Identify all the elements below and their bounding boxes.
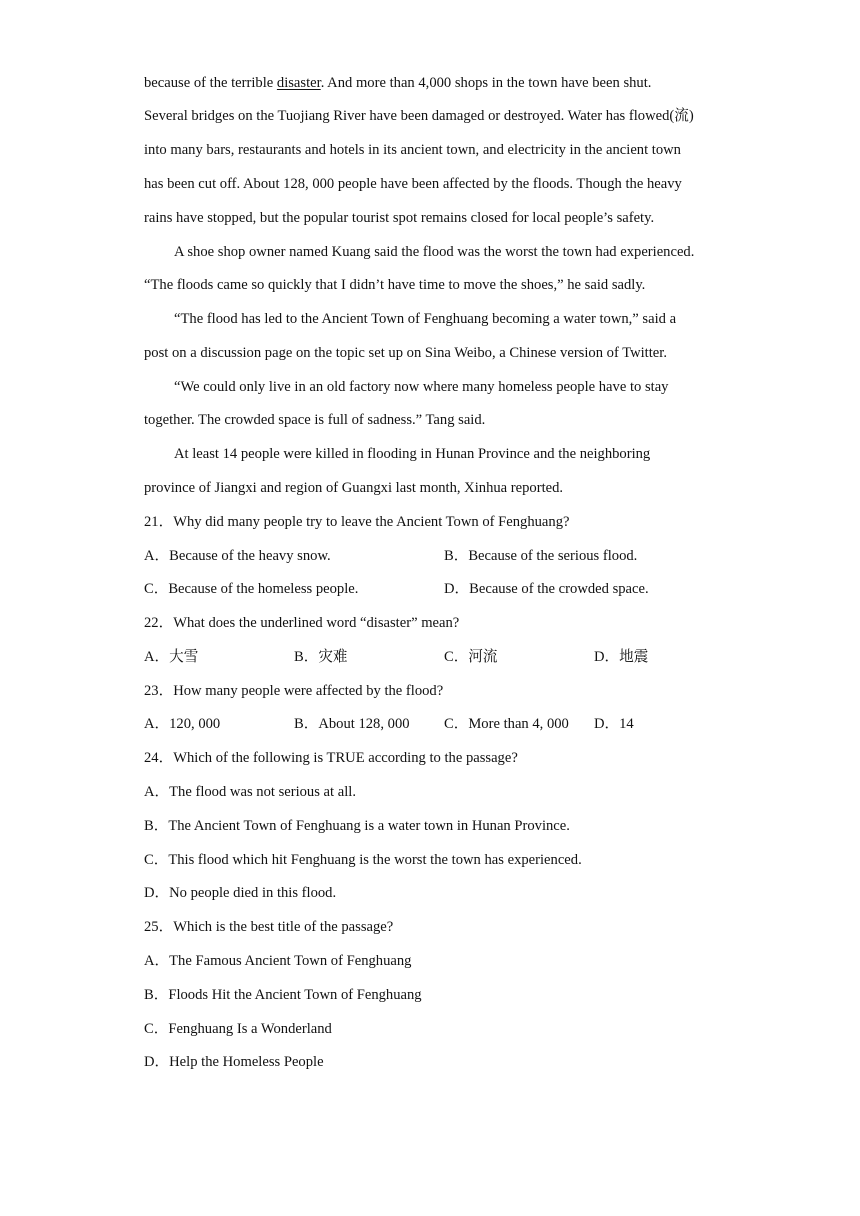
passage-text: . And more than 4,000 shops in the town have been shut. [320, 75, 652, 91]
answer-option: D．No people died in this flood. [144, 885, 337, 901]
passage-line: “We could only live in an old factory now where many homeless people have to stay [174, 379, 669, 395]
answer-option: C．Fenghuang Is a Wonderland [144, 1021, 332, 1037]
answer-option: A．120, 000 [144, 716, 221, 732]
answer-option: B．About 128, 000 [294, 716, 410, 732]
passage-line: has been cut off. About 128, 000 people have been affected by the floods. Though the heavy [144, 176, 682, 192]
answer-option: A．Because of the heavy snow. [144, 548, 331, 564]
passage-line: A shoe shop owner named Kuang said the flood was the worst the town had experienced. [174, 244, 695, 260]
answer-option: B．Floods Hit the Ancient Town of Fenghuang [144, 987, 422, 1003]
answer-option: D．14 [594, 716, 634, 732]
underlined-word: disaster [276, 75, 321, 91]
answer-option: B．The Ancient Town of Fenghuang is a water town in Hunan Province. [144, 818, 570, 834]
answer-option: C．More than 4, 000 [444, 716, 569, 732]
passage-line: rains have stopped, but the popular tourist spot remains closed for local people’s safety. [144, 210, 655, 226]
answer-option: C．Because of the homeless people. [144, 581, 359, 597]
passage-line: province of Jiangxi and region of Guangxi last month, Xinhua reported. [144, 480, 564, 496]
answer-option: D．地震 [594, 649, 649, 665]
answer-option: A．The Famous Ancient Town of Fenghuang [144, 953, 412, 969]
question-stem: 22．What does the underlined word “disaster” mean? [144, 615, 460, 631]
question-stem: 21．Why did many people try to leave the Ancient Town of Fenghuang? [144, 514, 570, 530]
answer-option: C．This flood which hit Fenghuang is the worst the town has experienced. [144, 852, 582, 868]
answer-option: D．Help the Homeless People [144, 1054, 324, 1070]
question-stem: 23．How many people were affected by the flood? [144, 683, 444, 699]
answer-option: A．The flood was not serious at all. [144, 784, 356, 800]
passage-line: “The floods came so quickly that I didn’t have time to move the shoes,” he said sadly. [144, 277, 646, 293]
passage-line: post on a discussion page on the topic set up on Sina Weibo, a Chinese version of Twitter. [144, 345, 667, 361]
answer-option: B．灾难 [294, 649, 348, 665]
answer-option: D．Because of the crowded space. [444, 581, 649, 597]
question-stem: 25．Which is the best title of the passage? [144, 919, 394, 935]
passage-line: together. The crowded space is full of sadness.” Tang said. [144, 412, 486, 428]
passage-line [144, 73, 651, 93]
question-stem: 24．Which of the following is TRUE according to the passage? [144, 750, 518, 766]
answer-option: B．Because of the serious flood. [444, 548, 638, 564]
passage-line: “The flood has led to the Ancient Town of Fenghuang becoming a water town,” said a [174, 311, 677, 327]
passage-text: because of the terrible [144, 75, 277, 91]
answer-option: A．大雪 [144, 649, 199, 665]
passage-line: At least 14 people were killed in flooding in Hunan Province and the neighboring [174, 446, 651, 462]
passage-line: Several bridges on the Tuojiang River have been damaged or destroyed. Water has flowed(流) [144, 108, 694, 124]
answer-option: C．河流 [444, 649, 498, 665]
passage-line: into many bars, restaurants and hotels in its ancient town, and electricity in the ancient town [144, 142, 681, 158]
